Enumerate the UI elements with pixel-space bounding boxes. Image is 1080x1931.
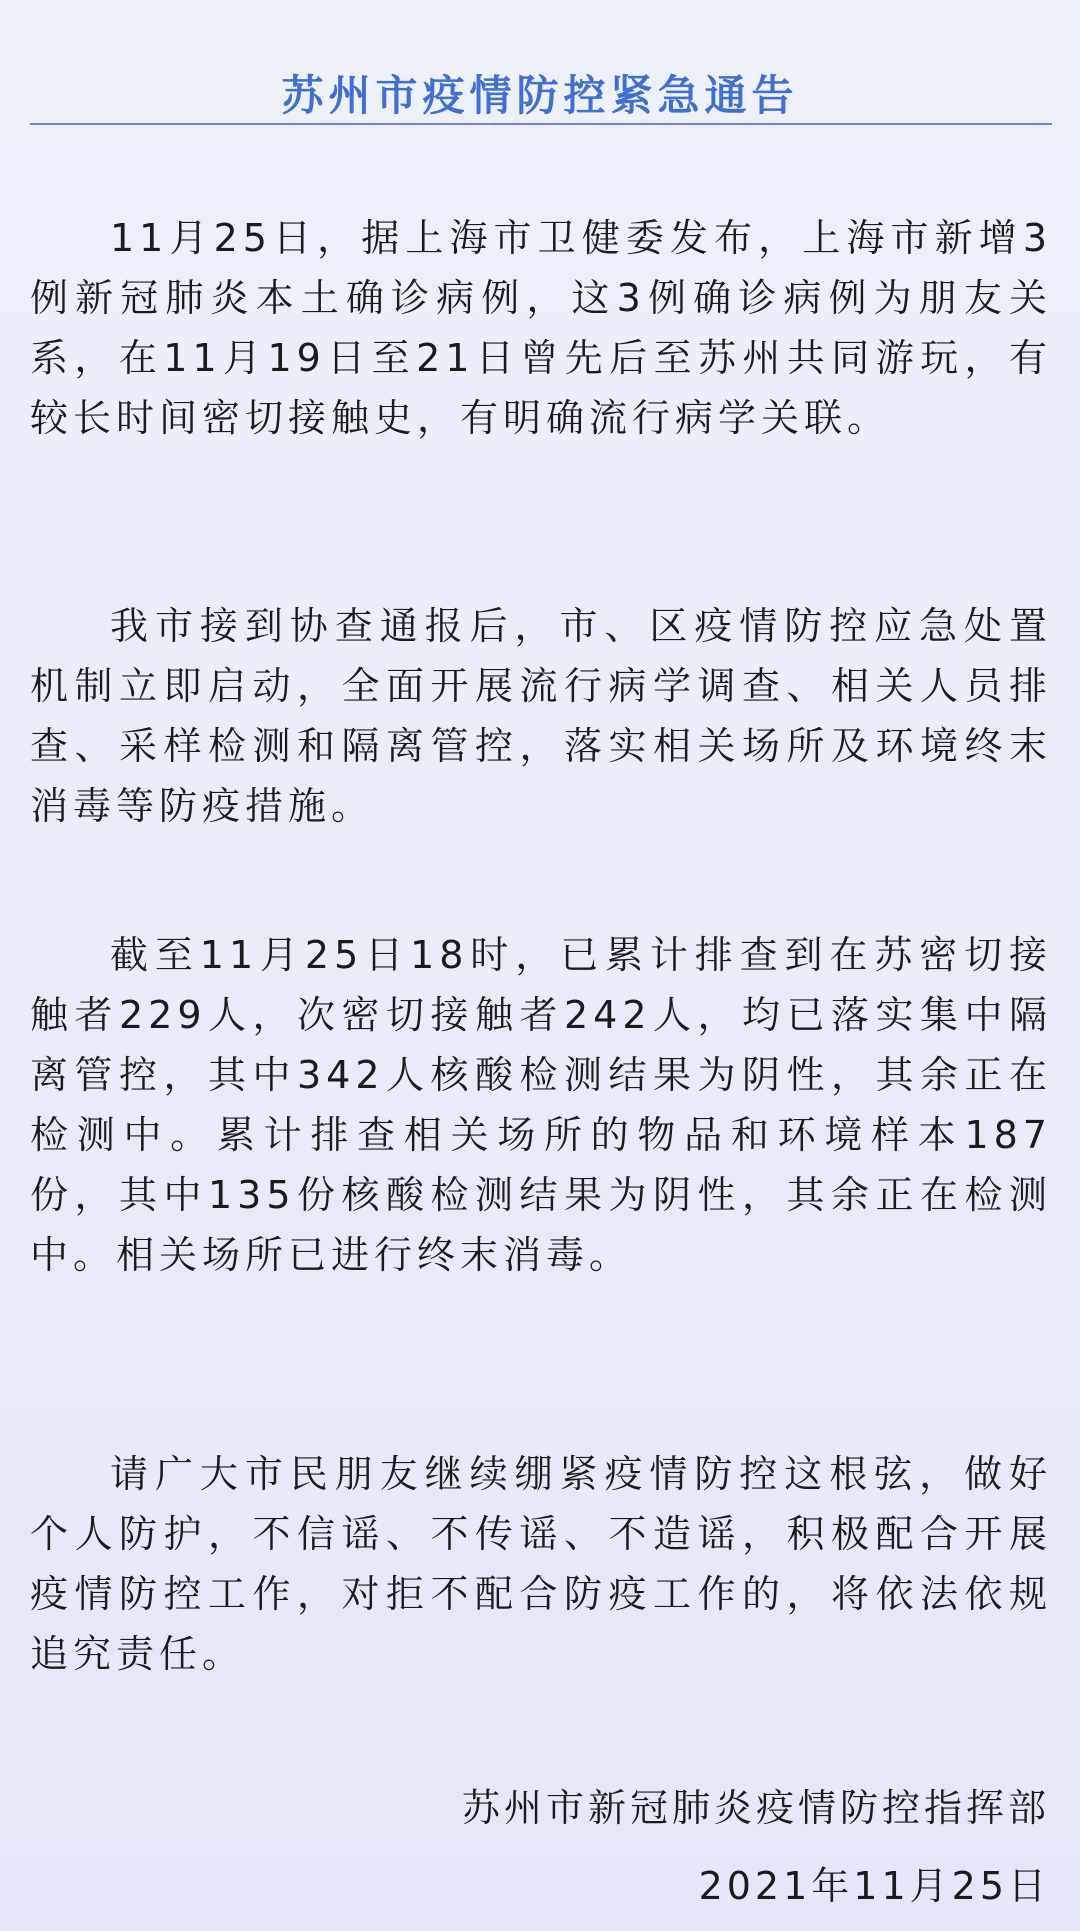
paragraph-emergency-response: 我市接到协查通报后，市、区疫情防控应急处置机制立即启动，全面开展流行病学调查、相关人员排查、采样检测和隔离管控，落实相关场所及环境终末消毒等防疫措施。 (30, 604, 1052, 828)
title-divider (30, 123, 1052, 125)
signature-organization: 苏州市新冠肺炎疫情防控指挥部 (461, 1786, 1050, 1830)
paragraph-contact-tracing: 截至11月25日18时，已累计排查到在苏密切接触者229人，次密切接触者242人，均已落实集中隔离管控，其中342人核酸检测结果为阴性，其余正在检测中。累计排查相关场所的物品和环境样本187份，其中135份核酸检测结果为阴性，其余正在检测中。相关场所已进行终末消毒。 (30, 933, 1052, 1277)
signature-date: 2021年11月25日 (698, 1864, 1050, 1908)
paragraph-confirmed-cases: 11月25日，据上海市卫健委发布，上海市新增3例新冠肺炎本土确诊病例，这3例确诊病例为朋友关系，在11月19日至21日曾先后至苏州共同游玩，有较长时间密切接触史，有明确流行病学关联。 (30, 216, 1052, 440)
notice-title: 苏州市疫情防控紧急通告 (281, 71, 799, 121)
paragraph-public-appeal: 请广大市民朋友继续绷紧疫情防控这根弦，做好个人防护，不信谣、不传谣、不造谣，积极配合开展疫情防控工作，对拒不配合防疫工作的，将依法依规追究责任。 (30, 1452, 1052, 1676)
